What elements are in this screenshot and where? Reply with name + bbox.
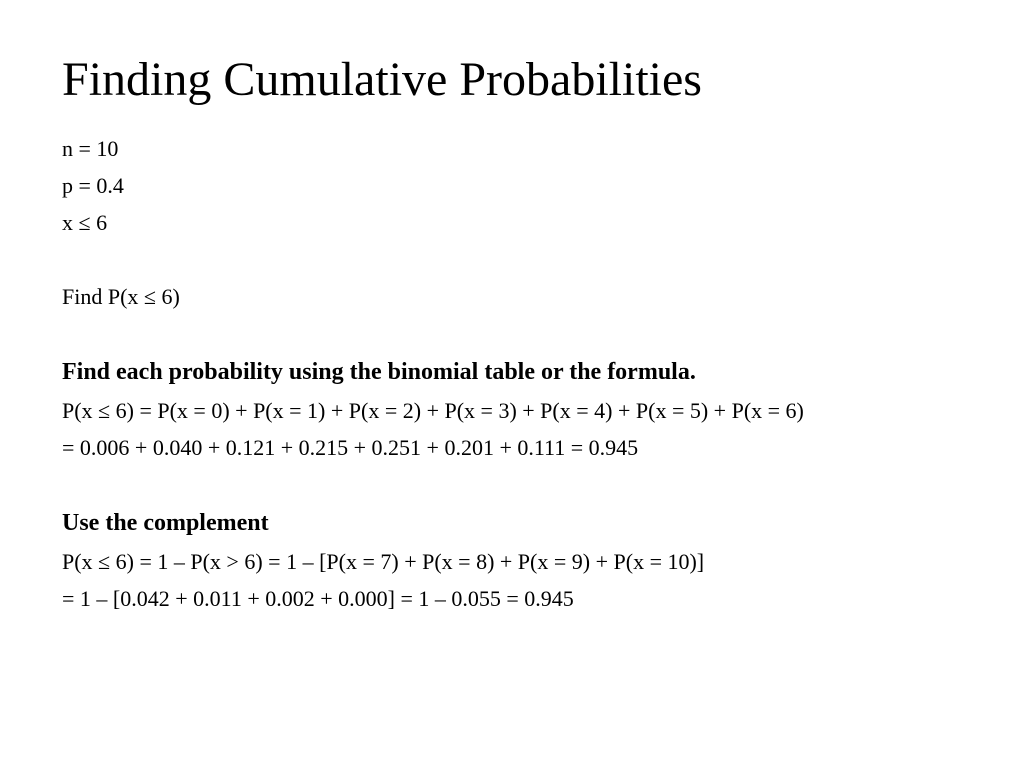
method2-heading: Use the complement (62, 510, 269, 536)
method1-line2: = 0.006 + 0.040 + 0.121 + 0.215 + 0.251 + 0.201 + 0.111 = 0.945 (62, 435, 639, 460)
method2-line1: P(x ≤ 6) = 1 – P(x > 6) = 1 – [P(x = 7) + P(x = 8) + P(x = 9) + P(x = 10)] (62, 549, 705, 574)
slide-title: Finding Cumulative Probabilities (62, 53, 702, 106)
given-p: p = 0.4 (62, 173, 124, 198)
method1-line1: P(x ≤ 6) = P(x = 0) + P(x = 1) + P(x = 2) + P(x = 3) + P(x = 4) + P(x = 5) + P(x = 6) (62, 398, 804, 423)
given-x: x ≤ 6 (62, 210, 108, 235)
method2-line2: = 1 – [0.042 + 0.011 + 0.002 + 0.000] = 1 – 0.055 = 0.945 (62, 586, 574, 611)
question-text: Find P(x ≤ 6) (62, 284, 180, 309)
method1-heading: Find each probability using the binomial table or the formula. (62, 359, 696, 385)
given-n: n = 10 (62, 136, 119, 161)
